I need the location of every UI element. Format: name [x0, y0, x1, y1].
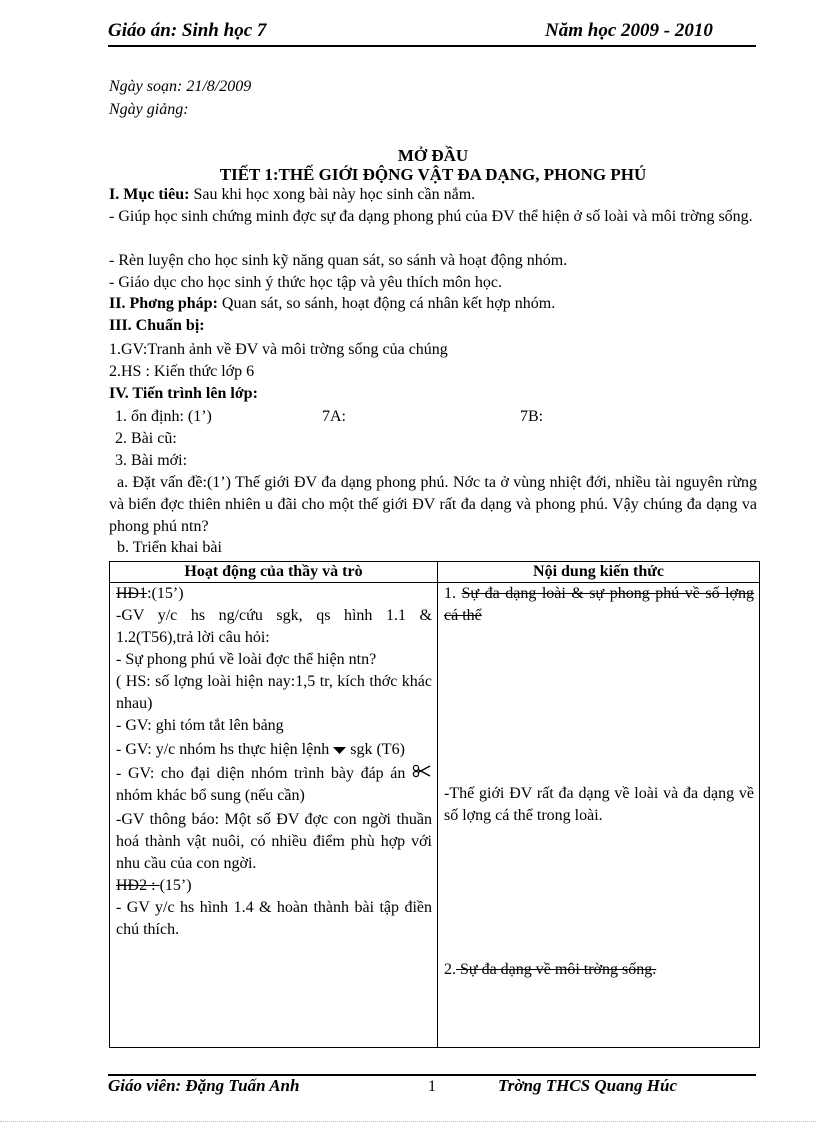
- objectives-line: [109, 186, 475, 204]
- preparation-heading: III. Chuẩn bị:: [109, 317, 205, 334]
- hd2-line: [116, 875, 432, 897]
- footer-teacher: Giáo viên: Đặng Tuấn Anh: [108, 1076, 300, 1095]
- page-number: 1: [428, 1078, 436, 1095]
- table-row: [110, 583, 760, 1048]
- hd1-time: :(15’): [147, 585, 184, 602]
- lesson-title: TIẾT 1:THẾ GIỚI ĐỘNG VẬT ĐA DẠNG, PHONG PHÚ: [219, 165, 647, 184]
- present-rest: nhóm khác bổ sung (nếu cần): [116, 787, 305, 804]
- teach-date: Ngày giảng:: [109, 101, 189, 118]
- step-old-lesson: 2. Bài cũ:: [115, 430, 177, 447]
- objectives-heading: I. Mục tiêu:: [109, 186, 190, 203]
- header-activities: Hoạt động của thầy và trò: [110, 562, 438, 583]
- objective-item-2: - Rèn luyện cho học sinh kỹ năng quan sát, so sánh và hoạt động nhóm.: [109, 252, 568, 269]
- section-2-number: 2.: [444, 961, 456, 978]
- triangle-down-icon: [333, 746, 346, 755]
- deploy-label: b. Triển khai bài: [117, 539, 222, 556]
- header-left: Giáo án: Sinh học 7: [108, 20, 267, 41]
- page-edge: [0, 1121, 816, 1122]
- header-content: Nội dung kiến thức: [438, 562, 760, 583]
- activity-line: - GV y/c hs hình 1.4 & hoàn thành bài tập điền chú thích.: [116, 899, 432, 938]
- footer-school: Trờng THCS Quang Húc: [498, 1076, 678, 1095]
- scissors-icon: [412, 764, 432, 778]
- method-line: [109, 295, 555, 313]
- task-text: - GV: y/c nhóm hs thực hiện lệnh: [116, 741, 334, 758]
- activity-table: [109, 561, 760, 1048]
- step-stabilize: 1. ổn định: (1’): [115, 408, 212, 425]
- prep-date: Ngày soạn: 21/8/2009: [109, 78, 252, 95]
- method-text: Quan sát, so sánh, hoạt động cá nhân kết hợp nhóm.: [217, 295, 556, 312]
- section-2-title: [444, 959, 754, 981]
- objectives-intro: Sau khi học xong bài này học sinh cần nắm.: [189, 186, 476, 203]
- hd2-label: HĐ2 :: [116, 877, 160, 894]
- header-rule: [108, 45, 756, 47]
- notice-line: -GV thông báo: Một số ĐV đợc con ngời thuần hoá thành vật nuôi, có nhiều điểm phù hợp với nhu cầu của con ngời.: [116, 811, 432, 872]
- present-line: [116, 763, 432, 807]
- activities-cell: [110, 583, 438, 1048]
- activity-line: - GV: ghi tóm tắt lên bảng: [116, 717, 284, 734]
- present-text: - GV: cho đại diện nhóm trình bày đáp án: [116, 765, 412, 782]
- procedure-heading: IV. Tiến trình lên lớp:: [109, 385, 258, 402]
- activity-line: - Sự phong phú về loài đợc thể hiện ntn?: [116, 651, 377, 668]
- problem-statement: a. Đặt vấn đề:(1’) Thế giới ĐV đa dạng phong phú. Nớc ta ở vùng nhiệt đới, nhiều tài nguyên rừng và biển đợc thiên nhiên u đãi cho một thế giới ĐV rất đa dạng và phong phú. Vậy chúng đa dạng va phong phú ntn?: [109, 474, 757, 535]
- class-7a: 7A:: [322, 408, 346, 425]
- section-1-title: [444, 583, 754, 627]
- content-cell: [438, 583, 760, 1048]
- task-line: [116, 739, 432, 761]
- objective-item-3: - Giáo dục cho học sinh ý thức học tập và yêu thích môn học.: [109, 274, 503, 291]
- section-2-text: Sự đa dạng về môi trờng sống.: [456, 961, 657, 978]
- header-right: Năm học 2009 - 2010: [545, 20, 713, 41]
- step-new-lesson: 3. Bài mới:: [115, 452, 188, 469]
- hd1-line: [116, 583, 432, 605]
- section-1-number: 1.: [444, 585, 462, 602]
- table-header-row: [110, 562, 760, 583]
- preparation-gv: 1.GV:Tranh ảnh về ĐV và môi trờng sống của chúng: [109, 341, 448, 358]
- hd1-label: HĐ1: [116, 585, 148, 602]
- page-title: MỞ ĐẦU: [397, 146, 469, 165]
- objective-item-1: - Giúp học sinh chứng minh đợc sự đa dạng phong phú của ĐV thể hiện ở số loài và môi trờng sống.: [109, 208, 753, 225]
- section-1-content: -Thế giới ĐV rất đa dạng về loài và đa dạng về số lợng cá thể trong loài.: [444, 785, 754, 824]
- hd2-time: (15’): [159, 877, 192, 894]
- class-7b: 7B:: [520, 408, 544, 425]
- method-heading: II. Phơng pháp:: [109, 295, 218, 312]
- activity-line: ( HS: số lợng loài hiện nay:1,5 tr, kích thớc khác nhau): [116, 673, 432, 712]
- preparation-hs: 2.HS : Kiến thức lớp 6: [109, 363, 255, 380]
- task-ref: sgk (T6): [346, 741, 405, 758]
- activity-line: -GV y/c hs ng/cứu sgk, qs hình 1.1 & 1.2(T56),trả lời câu hỏi:: [116, 607, 432, 646]
- section-1-text: Sự đa dạng loài & sự phong phú về số lợng cá thể: [444, 585, 755, 624]
